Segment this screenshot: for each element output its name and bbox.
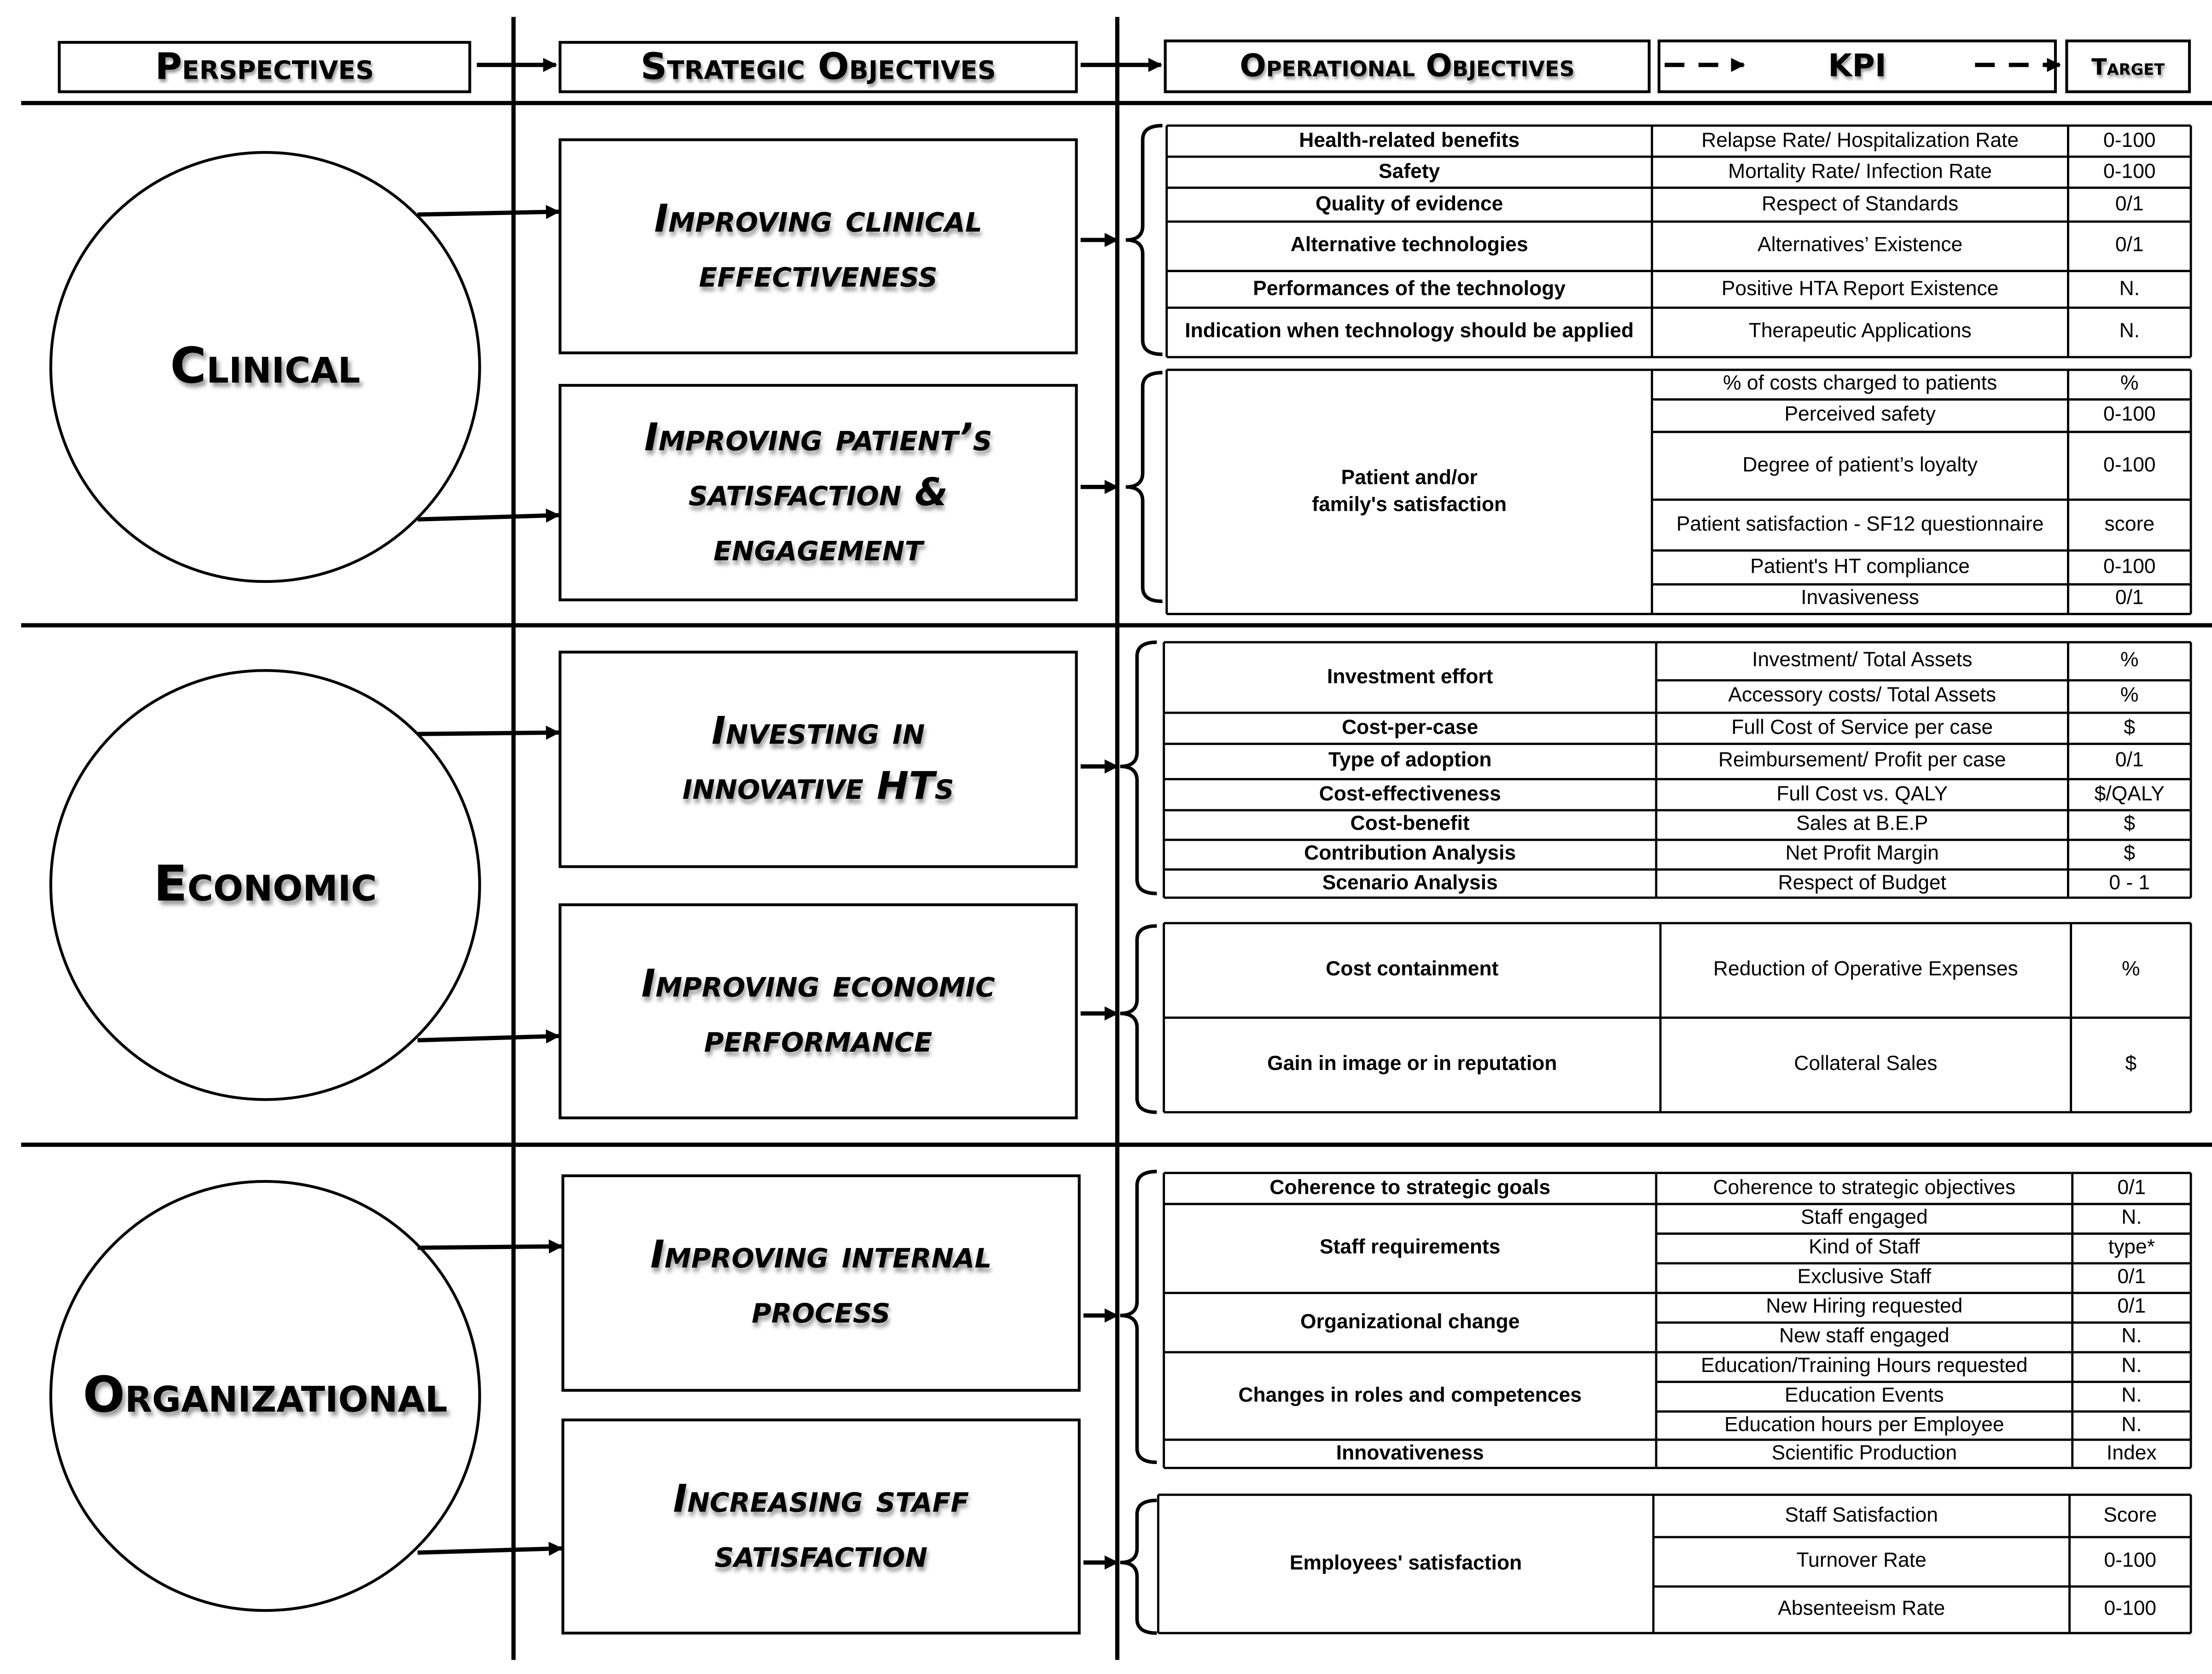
target-cell: 0-100	[2103, 404, 2156, 427]
kpi-cell: Patient's HT compliance	[1750, 556, 1970, 579]
target-cell: 0-100	[2103, 556, 2156, 579]
kpi-cell: Mortality Rate/ Infection Rate	[1728, 161, 1992, 184]
operational-objective: Organizational change	[1300, 1311, 1520, 1334]
kpi-cell: Positive HTA Report Existence	[1721, 278, 1999, 301]
kpi-cell: New staff engaged	[1779, 1326, 1950, 1349]
kpi-cell: Respect of Budget	[1778, 872, 1946, 895]
operational-objective: Type of adoption	[1328, 750, 1492, 773]
operational-objective: Patient and/or family's satisfaction	[1312, 467, 1507, 516]
operational-objective: Innovativeness	[1336, 1442, 1484, 1465]
kpi-cell: Education Events	[1784, 1385, 1944, 1408]
target-cell: 0/1	[2115, 193, 2144, 216]
target-cell: %	[2122, 959, 2140, 982]
operational-objective: Contribution Analysis	[1304, 843, 1516, 866]
target-cell: 0/1	[2117, 1267, 2146, 1290]
perspective-clinical: Clinical	[49, 151, 481, 583]
strategic-objective-box: Improving economic performance	[559, 903, 1077, 1119]
kpi-cell: Investment/ Total Assets	[1752, 650, 1973, 673]
target-cell: 0/1	[2117, 1296, 2146, 1319]
operational-objective: Alternative technologies	[1290, 235, 1528, 258]
header-target: Target	[2065, 40, 2191, 93]
target-cell: Index	[2107, 1442, 2157, 1465]
kpi-cell: Turnover Rate	[1796, 1550, 1927, 1573]
kpi-cell: Alternatives’ Existence	[1757, 235, 1963, 258]
target-cell: 0-100	[2103, 454, 2156, 477]
target-cell: N.	[2121, 1385, 2142, 1408]
target-cell: $	[2124, 843, 2136, 866]
target-cell: Score	[2103, 1504, 2157, 1528]
operational-objective: Quality of evidence	[1316, 193, 1503, 216]
kpi-cell: Sales at B.E.P	[1796, 814, 1928, 837]
target-cell: N.	[2121, 1414, 2142, 1437]
target-cell: N.	[2119, 278, 2140, 301]
perspective-economic: Economic	[49, 669, 481, 1101]
target-cell: 0 - 1	[2109, 872, 2150, 895]
kpi-cell: Invasiveness	[1801, 587, 1920, 610]
operational-objective: Cost-per-case	[1342, 717, 1479, 740]
target-cell: $	[2124, 717, 2136, 740]
operational-objective: Employees' satisfaction	[1289, 1552, 1522, 1575]
header-kpi: KPI	[1828, 48, 1886, 84]
target-cell: $	[2124, 814, 2136, 837]
target-cell: N.	[2119, 321, 2140, 344]
kpi-cell: Relapse Rate/ Hospitalization Rate	[1701, 129, 2019, 152]
operational-objective: Investment effort	[1327, 666, 1493, 689]
target-cell: 0/1	[2115, 235, 2144, 258]
target-cell: N.	[2121, 1207, 2142, 1230]
strategic-objective-box: Improving patient’s satisfaction & engagement	[559, 384, 1077, 601]
kpi-cell: % of costs charged to patients	[1723, 373, 1997, 396]
operational-objective: Staff requirements	[1319, 1237, 1501, 1260]
operational-objective: Cost-effectiveness	[1319, 783, 1501, 806]
target-cell: %	[2120, 650, 2139, 673]
operational-objective: Indication when technology should be applied	[1185, 321, 1634, 344]
operational-objective: Changes in roles and competences	[1238, 1384, 1582, 1407]
kpi-cell: Degree of patient’s loyalty	[1742, 454, 1978, 477]
target-cell: N.	[2121, 1355, 2142, 1378]
perspective-organizational: Organizational	[49, 1180, 481, 1612]
operational-objective: Coherence to strategic goals	[1269, 1177, 1551, 1200]
kpi-cell: Exclusive Staff	[1797, 1267, 1932, 1290]
kpi-cell: Full Cost of Service per case	[1731, 717, 1993, 740]
target-cell: 0/1	[2115, 587, 2144, 610]
kpi-cell: Reduction of Operative Expenses	[1713, 959, 2018, 982]
target-cell: $/QALY	[2094, 783, 2165, 806]
target-cell: %	[2120, 373, 2139, 396]
operational-objective: Cost containment	[1326, 959, 1499, 982]
strategic-objective-box: Improving internal process	[561, 1174, 1080, 1392]
kpi-cell: Therapeutic Applications	[1748, 321, 1972, 344]
target-cell: 0/1	[2117, 1177, 2146, 1200]
strategic-objective-box: Increasing staff satisfaction	[561, 1418, 1080, 1634]
target-cell: 0/1	[2115, 750, 2144, 773]
header-perspectives: Perspectives	[58, 41, 472, 93]
kpi-cell: Staff engaged	[1800, 1207, 1928, 1230]
operational-objective: Health-related benefits	[1299, 129, 1520, 152]
kpi-cell: Accessory costs/ Total Assets	[1728, 685, 1997, 708]
header-operational-objectives: Operational Objectives	[1164, 40, 1651, 93]
kpi-cell: Net Profit Margin	[1785, 843, 1939, 866]
operational-objective: Gain in image or in reputation	[1267, 1053, 1557, 1076]
operational-objective: Scenario Analysis	[1322, 872, 1498, 895]
target-cell: %	[2120, 685, 2139, 708]
kpi-cell: Absenteeism Rate	[1778, 1598, 1945, 1621]
kpi-cell: Collateral Sales	[1794, 1053, 1938, 1076]
kpi-cell: Scientific Production	[1771, 1442, 1957, 1465]
target-cell: 0-100	[2104, 1550, 2157, 1573]
kpi-cell: Respect of Standards	[1761, 193, 1959, 216]
strategic-objective-box: Investing in innovative HTs	[559, 651, 1077, 868]
target-cell: type*	[2108, 1237, 2155, 1260]
header-strategic-objectives: Strategic Objectives	[559, 41, 1077, 93]
kpi-cell: Education hours per Employee	[1724, 1414, 2004, 1437]
operational-objective: Cost-benefit	[1350, 814, 1470, 837]
kpi-cell: New Hiring requested	[1766, 1296, 1963, 1319]
kpi-cell: Perceived safety	[1784, 404, 1936, 427]
target-cell: N.	[2121, 1326, 2142, 1349]
operational-objective: Performances of the technology	[1253, 278, 1566, 301]
kpi-cell: Staff Satisfaction	[1785, 1504, 1938, 1528]
kpi-cell: Education/Training Hours requested	[1700, 1355, 2028, 1378]
kpi-cell: Kind of Staff	[1809, 1237, 1920, 1260]
target-cell: $	[2125, 1053, 2137, 1076]
target-cell: 0-100	[2104, 1598, 2157, 1621]
kpi-cell: Coherence to strategic objectives	[1713, 1177, 2016, 1200]
kpi-cell: Patient satisfaction - SF12 questionnaire	[1676, 513, 2044, 536]
target-cell: score	[2104, 513, 2155, 536]
target-cell: 0-100	[2103, 161, 2156, 184]
kpi-cell: Full Cost vs. QALY	[1776, 783, 1948, 806]
target-cell: 0-100	[2103, 129, 2156, 152]
kpi-cell: Reimbursement/ Profit per case	[1718, 750, 2006, 773]
strategic-objective-box: Improving clinical effectiveness	[559, 138, 1077, 354]
operational-objective: Safety	[1379, 161, 1440, 184]
